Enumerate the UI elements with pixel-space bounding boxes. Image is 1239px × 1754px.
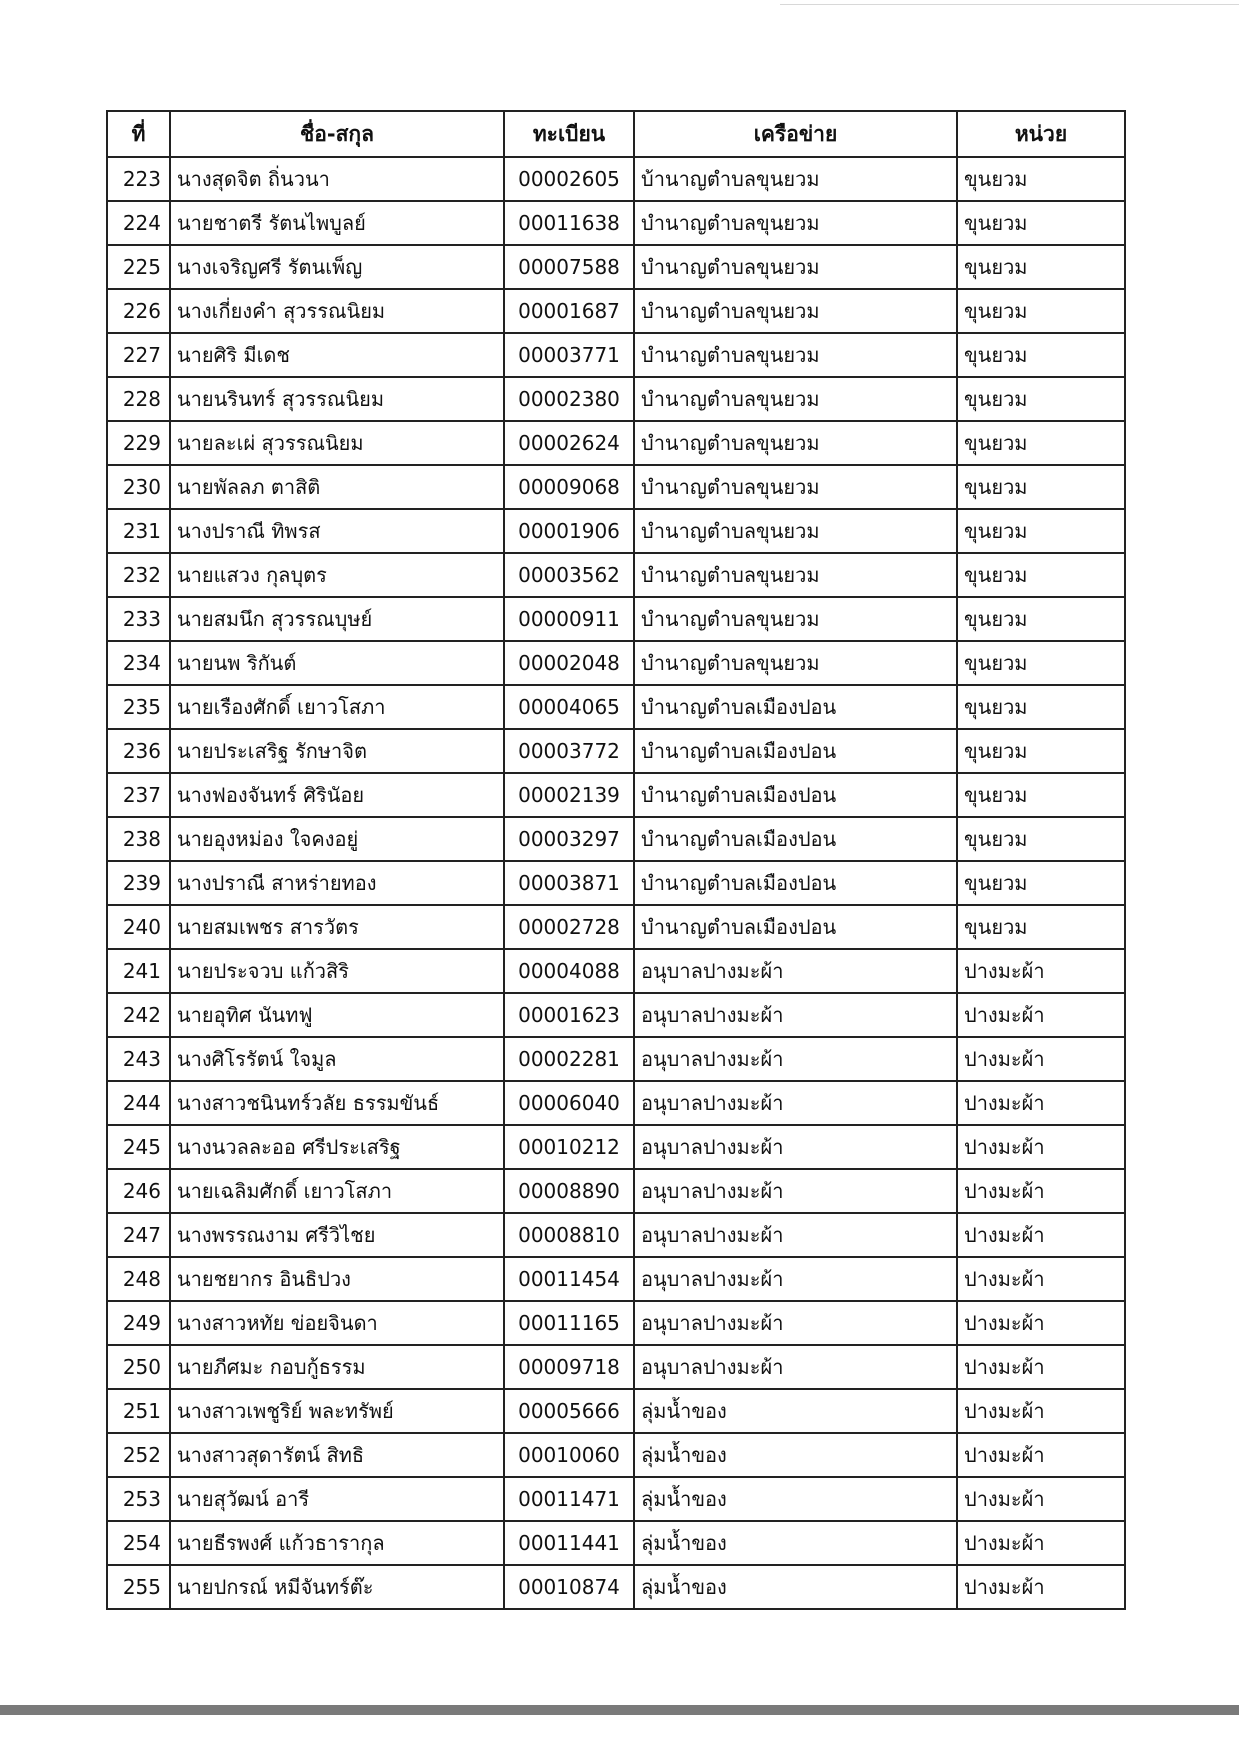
header-unit: หน่วย [957, 111, 1125, 157]
member-name: นางปราณี ทิพรส [170, 509, 504, 553]
row-number: 236 [107, 729, 170, 773]
table-row [107, 949, 1125, 993]
row-number: 242 [107, 993, 170, 1037]
row-number: 243 [107, 1037, 170, 1081]
registration-number: 00009068 [504, 465, 634, 509]
network-name: ลุ่มน้ำของ [634, 1565, 957, 1609]
network-name: อนุบาลปางมะผ้า [634, 1037, 957, 1081]
registration-number: 00011441 [504, 1521, 634, 1565]
row-number: 231 [107, 509, 170, 553]
network-name: อนุบาลปางมะผ้า [634, 949, 957, 993]
network-name: บำนาญตำบลขุนยวม [634, 641, 957, 685]
header-network: เครือข่าย [634, 111, 957, 157]
row-number: 248 [107, 1257, 170, 1301]
table-row [107, 817, 1125, 861]
registration-number: 00002380 [504, 377, 634, 421]
network-name: บำนาญตำบลเมืองปอน [634, 905, 957, 949]
network-name: บำนาญตำบลขุนยวม [634, 421, 957, 465]
row-number: 225 [107, 245, 170, 289]
network-name: อนุบาลปางมะผ้า [634, 1301, 957, 1345]
table-row [107, 509, 1125, 553]
registration-number: 00010212 [504, 1125, 634, 1169]
table-row [107, 1257, 1125, 1301]
registration-number: 00000911 [504, 597, 634, 641]
member-name: นายพัลลภ ตาสิติ [170, 465, 504, 509]
member-table [106, 110, 1126, 1610]
network-name: บำนาญตำบลขุนยวม [634, 333, 957, 377]
row-number: 235 [107, 685, 170, 729]
network-name: บำนาญตำบลขุนยวม [634, 377, 957, 421]
table-row [107, 289, 1125, 333]
table-row [107, 333, 1125, 377]
network-name: อนุบาลปางมะผ้า [634, 1169, 957, 1213]
unit-name: ขุนยวม [957, 465, 1125, 509]
table-row [107, 157, 1125, 201]
member-name: นางศิโรรัตน์ ใจมูล [170, 1037, 504, 1081]
row-number: 251 [107, 1389, 170, 1433]
row-number: 244 [107, 1081, 170, 1125]
network-name: บ้านาญตำบลขุนยวม [634, 157, 957, 201]
member-name: นายประเสริฐ รักษาจิต [170, 729, 504, 773]
table-row [107, 553, 1125, 597]
header-registration: ทะเบียน [504, 111, 634, 157]
registration-number: 00011638 [504, 201, 634, 245]
unit-name: ขุนยวม [957, 245, 1125, 289]
table-row [107, 1301, 1125, 1345]
network-name: ลุ่มน้ำของ [634, 1389, 957, 1433]
registration-number: 00003297 [504, 817, 634, 861]
table-row [107, 465, 1125, 509]
row-number: 252 [107, 1433, 170, 1477]
row-number: 238 [107, 817, 170, 861]
table-row [107, 1477, 1125, 1521]
row-number: 246 [107, 1169, 170, 1213]
table-row [107, 685, 1125, 729]
member-name: นางเจริญศรี รัตนเพ็ญ [170, 245, 504, 289]
member-name: นางสาวเพชูริย์ พละทรัพย์ [170, 1389, 504, 1433]
registration-number: 00004088 [504, 949, 634, 993]
unit-name: ขุนยวม [957, 289, 1125, 333]
registration-number: 00005666 [504, 1389, 634, 1433]
registration-number: 00010874 [504, 1565, 634, 1609]
unit-name: ขุนยวม [957, 553, 1125, 597]
table-row [107, 641, 1125, 685]
row-number: 232 [107, 553, 170, 597]
member-name: นายประจวบ แก้วสิริ [170, 949, 504, 993]
row-number: 249 [107, 1301, 170, 1345]
network-name: บำนาญตำบลขุนยวม [634, 289, 957, 333]
network-name: บำนาญตำบลเมืองปอน [634, 729, 957, 773]
unit-name: ขุนยวม [957, 641, 1125, 685]
network-name: บำนาญตำบลขุนยวม [634, 201, 957, 245]
network-name: บำนาญตำบลขุนยวม [634, 509, 957, 553]
scan-edge-line [780, 4, 1239, 5]
member-name: นายปกรณ์ หมีจันทร์ต๊ะ [170, 1565, 504, 1609]
table-body [107, 157, 1125, 1609]
registration-number: 00008890 [504, 1169, 634, 1213]
unit-name: ปางมะผ้า [957, 1125, 1125, 1169]
row-number: 254 [107, 1521, 170, 1565]
member-name: นายเรืองศักดิ์ เยาวโสภา [170, 685, 504, 729]
header-name: ชื่อ-สกุล [170, 111, 504, 157]
row-number: 240 [107, 905, 170, 949]
unit-name: ปางมะผ้า [957, 1565, 1125, 1609]
row-number: 250 [107, 1345, 170, 1389]
table-row [107, 421, 1125, 465]
row-number: 229 [107, 421, 170, 465]
table-row [107, 1389, 1125, 1433]
member-name: นายนพ ริกันต์ [170, 641, 504, 685]
row-number: 226 [107, 289, 170, 333]
registration-number: 00002624 [504, 421, 634, 465]
table-row [107, 377, 1125, 421]
member-name: นายสุวัฒน์ อารี [170, 1477, 504, 1521]
table-header-row [107, 111, 1125, 157]
registration-number: 00007588 [504, 245, 634, 289]
unit-name: ขุนยวม [957, 377, 1125, 421]
table-row [107, 201, 1125, 245]
member-name: นางนวลละออ ศรีประเสริฐ [170, 1125, 504, 1169]
registration-number: 00004065 [504, 685, 634, 729]
table-row [107, 1125, 1125, 1169]
table-row [107, 1081, 1125, 1125]
registration-number: 00002281 [504, 1037, 634, 1081]
table-row [107, 1213, 1125, 1257]
network-name: บำนาญตำบลขุนยวม [634, 597, 957, 641]
member-name: นางสาวชนินทร์วลัย ธรรมขันธ์ [170, 1081, 504, 1125]
member-name: นายอุงหม่อง ใจคงอยู่ [170, 817, 504, 861]
row-number: 237 [107, 773, 170, 817]
registration-number: 00003772 [504, 729, 634, 773]
row-number: 233 [107, 597, 170, 641]
unit-name: ขุนยวม [957, 597, 1125, 641]
table-row [107, 1521, 1125, 1565]
member-name: นางสาวสุดารัตน์ สิทธิ [170, 1433, 504, 1477]
registration-number: 00001623 [504, 993, 634, 1037]
unit-name: ขุนยวม [957, 905, 1125, 949]
row-number: 223 [107, 157, 170, 201]
member-name: นายภีศมะ กอบกู้ธรรม [170, 1345, 504, 1389]
unit-name: ขุนยวม [957, 333, 1125, 377]
unit-name: ขุนยวม [957, 509, 1125, 553]
registration-number: 00011454 [504, 1257, 634, 1301]
table-row [107, 993, 1125, 1037]
registration-number: 00001687 [504, 289, 634, 333]
unit-name: ปางมะผ้า [957, 1477, 1125, 1521]
member-name: นายชาตรี รัตนไพบูลย์ [170, 201, 504, 245]
table-row [107, 773, 1125, 817]
member-name: นางฟองจันทร์ ศิรินัอย [170, 773, 504, 817]
registration-number: 00006040 [504, 1081, 634, 1125]
row-number: 227 [107, 333, 170, 377]
row-number: 247 [107, 1213, 170, 1257]
table-row [107, 597, 1125, 641]
unit-name: ขุนยวม [957, 201, 1125, 245]
member-name: นางพรรณงาม ศรีวิไชย [170, 1213, 504, 1257]
network-name: ลุ่มน้ำของ [634, 1477, 957, 1521]
member-name: นางสาวหทัย ข่อยจินดา [170, 1301, 504, 1345]
scan-bottom-band [0, 1705, 1239, 1715]
table-row [107, 861, 1125, 905]
network-name: บำนาญตำบลเมืองปอน [634, 773, 957, 817]
table-row [107, 1565, 1125, 1609]
table-row [107, 1037, 1125, 1081]
registration-number: 00011165 [504, 1301, 634, 1345]
row-number: 234 [107, 641, 170, 685]
unit-name: ปางมะผ้า [957, 1081, 1125, 1125]
unit-name: ปางมะผ้า [957, 1213, 1125, 1257]
unit-name: ปางมะผ้า [957, 1301, 1125, 1345]
row-number: 245 [107, 1125, 170, 1169]
registration-number: 00002605 [504, 157, 634, 201]
table-row [107, 729, 1125, 773]
table-row [107, 245, 1125, 289]
table-row [107, 1433, 1125, 1477]
registration-number: 00003562 [504, 553, 634, 597]
unit-name: ขุนยวม [957, 861, 1125, 905]
network-name: บำนาญตำบลเมืองปอน [634, 817, 957, 861]
unit-name: ปางมะผ้า [957, 1389, 1125, 1433]
member-name: นายศิริ มีเดช [170, 333, 504, 377]
member-name: นายธีรพงศ์ แก้วธารากุล [170, 1521, 504, 1565]
network-name: อนุบาลปางมะผ้า [634, 1345, 957, 1389]
network-name: อนุบาลปางมะผ้า [634, 1213, 957, 1257]
member-name: นายสมนึก สุวรรณบุษย์ [170, 597, 504, 641]
registration-number: 00003771 [504, 333, 634, 377]
network-name: อนุบาลปางมะผ้า [634, 1125, 957, 1169]
registration-number: 00003871 [504, 861, 634, 905]
row-number: 241 [107, 949, 170, 993]
member-name: นายเฉลิมศักดิ์ เยาวโสภา [170, 1169, 504, 1213]
registration-number: 00010060 [504, 1433, 634, 1477]
network-name: บำนาญตำบลขุนยวม [634, 245, 957, 289]
unit-name: ปางมะผ้า [957, 949, 1125, 993]
network-name: บำนาญตำบลเมืองปอน [634, 861, 957, 905]
unit-name: ขุนยวม [957, 157, 1125, 201]
row-number: 224 [107, 201, 170, 245]
member-name: นายละเผ่ สุวรรณนิยม [170, 421, 504, 465]
registration-number: 00011471 [504, 1477, 634, 1521]
registration-number: 00002728 [504, 905, 634, 949]
member-name: นายอุทิศ นันทฟู [170, 993, 504, 1037]
unit-name: ขุนยวม [957, 729, 1125, 773]
registration-number: 00009718 [504, 1345, 634, 1389]
registration-number: 00001906 [504, 509, 634, 553]
member-name: นางปราณี สาหร่ายทอง [170, 861, 504, 905]
unit-name: ปางมะผ้า [957, 1037, 1125, 1081]
network-name: บำนาญตำบลขุนยวม [634, 553, 957, 597]
network-name: บำนาญตำบลขุนยวม [634, 465, 957, 509]
network-name: อนุบาลปางมะผ้า [634, 993, 957, 1037]
unit-name: ปางมะผ้า [957, 993, 1125, 1037]
row-number: 255 [107, 1565, 170, 1609]
unit-name: ปางมะผ้า [957, 1257, 1125, 1301]
network-name: บำนาญตำบลเมืองปอน [634, 685, 957, 729]
row-number: 253 [107, 1477, 170, 1521]
unit-name: ปางมะผ้า [957, 1345, 1125, 1389]
member-name: นางสุดจิต ถิ่นวนา [170, 157, 504, 201]
member-name: นายชยากร อินธิปวง [170, 1257, 504, 1301]
table-row [107, 1345, 1125, 1389]
member-name: นางเกี่ยงคำ สุวรรณนิยม [170, 289, 504, 333]
registration-number: 00002139 [504, 773, 634, 817]
registration-number: 00008810 [504, 1213, 634, 1257]
network-name: อนุบาลปางมะผ้า [634, 1257, 957, 1301]
table-row [107, 905, 1125, 949]
unit-name: ปางมะผ้า [957, 1521, 1125, 1565]
unit-name: ปางมะผ้า [957, 1169, 1125, 1213]
row-number: 228 [107, 377, 170, 421]
table-row [107, 1169, 1125, 1213]
unit-name: ขุนยวม [957, 685, 1125, 729]
member-name: นายนรินทร์ สุวรรณนิยม [170, 377, 504, 421]
network-name: ลุ่มน้ำของ [634, 1521, 957, 1565]
member-name: นายแสวง กุลบุตร [170, 553, 504, 597]
registration-number: 00002048 [504, 641, 634, 685]
network-name: ลุ่มน้ำของ [634, 1433, 957, 1477]
row-number: 230 [107, 465, 170, 509]
row-number: 239 [107, 861, 170, 905]
network-name: อนุบาลปางมะผ้า [634, 1081, 957, 1125]
unit-name: ขุนยวม [957, 817, 1125, 861]
unit-name: ขุนยวม [957, 773, 1125, 817]
member-name: นายสมเพชร สารวัตร [170, 905, 504, 949]
header-no: ที่ [107, 111, 170, 157]
unit-name: ปางมะผ้า [957, 1433, 1125, 1477]
unit-name: ขุนยวม [957, 421, 1125, 465]
